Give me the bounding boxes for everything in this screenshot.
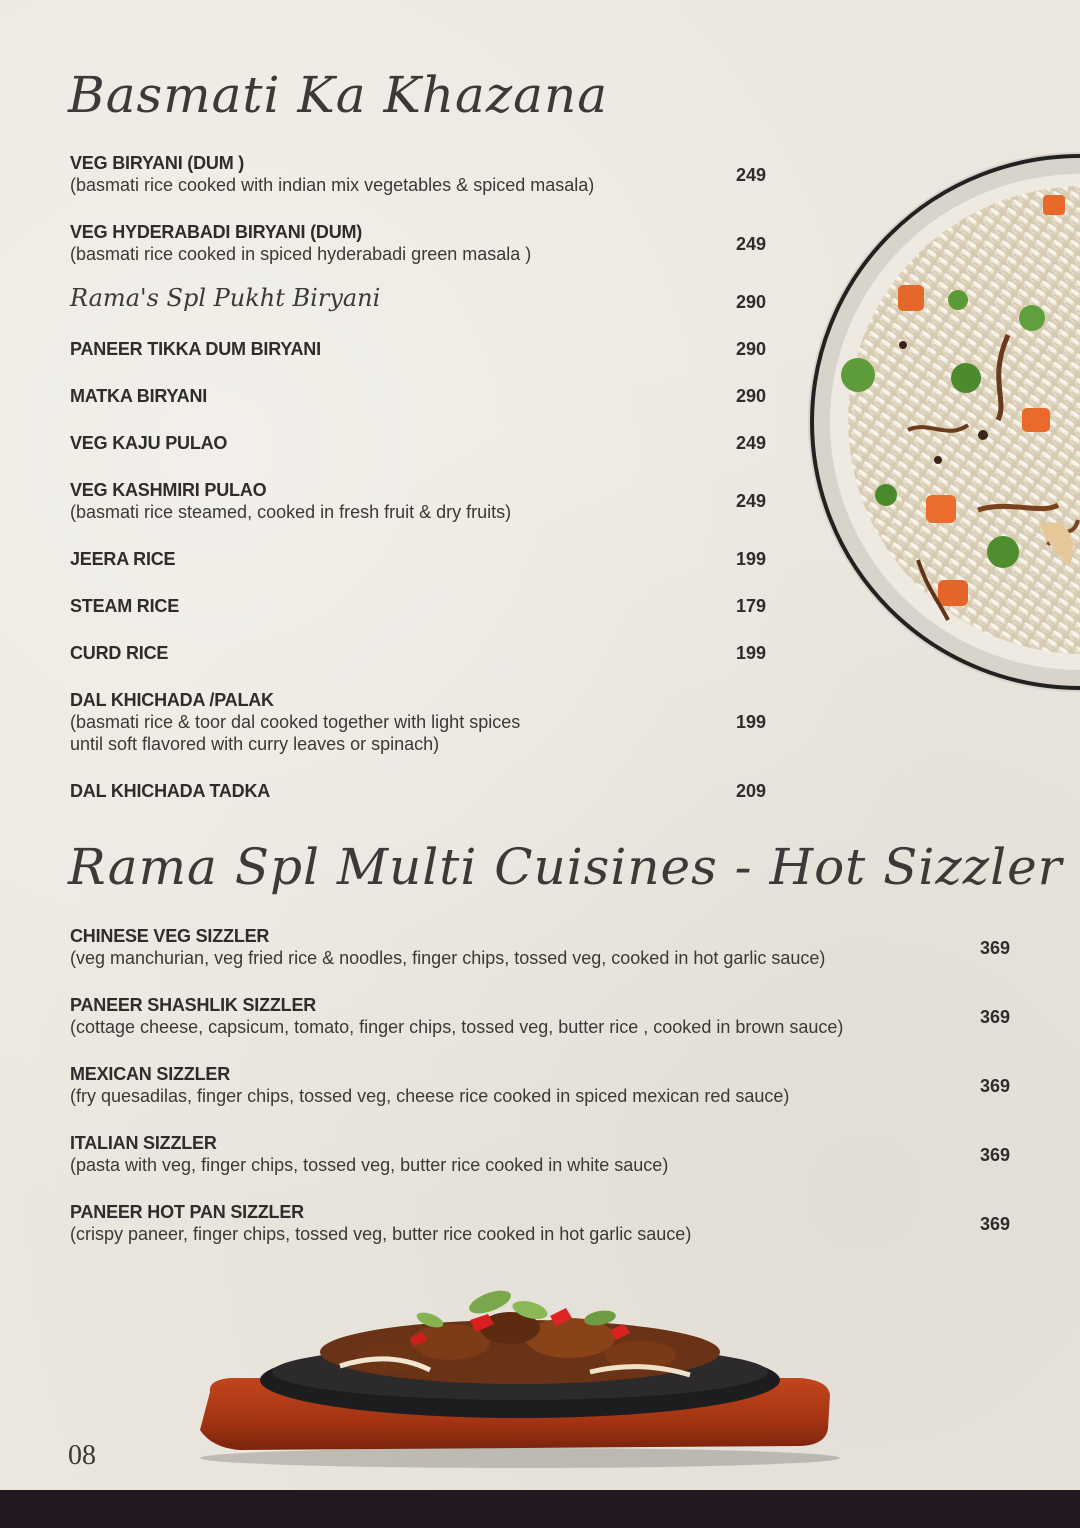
- item-name: Rama's Spl Pukht Biryani: [70, 284, 381, 312]
- item-price: 290: [735, 292, 766, 312]
- item-price: 179: [735, 596, 766, 616]
- item-price: 249: [735, 165, 766, 185]
- item-price: 249: [735, 491, 766, 511]
- item-description: (pasta with veg, finger chips, tossed veg, butter rice cooked in white sauce): [70, 1155, 669, 1175]
- menu-item-pukht-biryani: [70, 284, 380, 312]
- item-name: MEXICAN SIZZLER: [70, 1064, 231, 1084]
- item-name: JEERA RICE: [70, 549, 176, 569]
- item-name: VEG KAJU PULAO: [70, 433, 228, 453]
- menu-item-chinese-veg-sizzler: [70, 925, 825, 969]
- menu-item-dal-khichada-tadka: [70, 780, 270, 802]
- item-description: (basmati rice cooked in spiced hyderabadi green masala ): [70, 244, 532, 264]
- item-price: 199: [735, 712, 766, 732]
- sizzler-plate-image: [190, 1280, 850, 1470]
- item-name: ITALIAN SIZZLER: [70, 1133, 217, 1153]
- menu-item-jeera-rice: [70, 548, 175, 570]
- rice-plate-image: [808, 150, 1080, 695]
- menu-item-dal-khichada-palak: [70, 689, 520, 755]
- item-price: 199: [735, 643, 766, 663]
- item-description: (fry quesadilas, finger chips, tossed veg, cheese rice cooked in spiced mexican red sauce): [70, 1086, 790, 1106]
- item-name: VEG HYDERABADI BIRYANI (DUM): [70, 222, 363, 242]
- menu-item-veg-hyderabadi-biryani: [70, 221, 531, 265]
- item-name: PANEER HOT PAN SIZZLER: [70, 1202, 304, 1222]
- menu-item-paneer-shashlik-sizzler: [70, 994, 843, 1038]
- section-title-sizzler: Rama Spl Multi Cuisines - Hot Sizzler: [68, 838, 1063, 896]
- menu-item-italian-sizzler: [70, 1132, 668, 1176]
- menu-item-paneer-hot-pan-sizzler: [70, 1201, 691, 1245]
- item-description: (cottage cheese, capsicum, tomato, finger chips, tossed veg, butter rice , cooked in brown sauce): [70, 1017, 844, 1037]
- item-price: 369: [979, 938, 1010, 958]
- menu-item-steam-rice: [70, 595, 179, 617]
- item-name: PANEER SHASHLIK SIZZLER: [70, 995, 317, 1015]
- item-price: 249: [735, 433, 766, 453]
- item-name: CHINESE VEG SIZZLER: [70, 926, 270, 946]
- item-price: 290: [735, 386, 766, 406]
- item-name: PANEER TIKKA DUM BIRYANI: [70, 339, 321, 359]
- item-name: MATKA BIRYANI: [70, 386, 208, 406]
- item-price: 369: [979, 1076, 1010, 1096]
- item-price: 369: [979, 1214, 1010, 1234]
- item-description-line2: until soft flavored with curry leaves or spinach): [70, 734, 440, 754]
- item-name: DAL KHICHADA /PALAK: [70, 690, 274, 710]
- item-description: (basmati rice cooked with indian mix vegetables & spiced masala): [70, 175, 595, 195]
- item-description: (crispy paneer, finger chips, tossed veg, butter rice cooked in hot garlic sauce): [70, 1224, 692, 1244]
- menu-item-curd-rice: [70, 642, 168, 664]
- item-description: (veg manchurian, veg fried rice & noodles, finger chips, tossed veg, cooked in hot garlic sauce): [70, 948, 826, 968]
- item-price: 209: [735, 781, 766, 801]
- section-title-basmati: Basmati Ka Khazana: [68, 66, 608, 124]
- item-name: STEAM RICE: [70, 596, 180, 616]
- item-price: 249: [735, 234, 766, 254]
- item-description: (basmati rice steamed, cooked in fresh fruit & dry fruits): [70, 502, 512, 522]
- menu-item-veg-biryani: [70, 152, 594, 196]
- item-name: VEG BIRYANI (DUM ): [70, 153, 245, 173]
- menu-item-paneer-tikka-dum-biryani: [70, 338, 321, 360]
- menu-item-veg-kaju-pulao: [70, 432, 227, 454]
- menu-item-matka-biryani: [70, 385, 207, 407]
- item-price: 369: [979, 1007, 1010, 1027]
- item-price: 199: [735, 549, 766, 569]
- item-name: CURD RICE: [70, 643, 169, 663]
- footer-bar: [0, 1490, 1080, 1528]
- item-name: DAL KHICHADA TADKA: [70, 781, 271, 801]
- item-price: 290: [735, 339, 766, 359]
- item-price: 369: [979, 1145, 1010, 1165]
- page-number: 08: [68, 1440, 96, 1471]
- item-description: (basmati rice & toor dal cooked together with light spices: [70, 712, 521, 732]
- item-name: VEG KASHMIRI PULAO: [70, 480, 267, 500]
- menu-item-mexican-sizzler: [70, 1063, 789, 1107]
- menu-item-veg-kashmiri-pulao: [70, 479, 511, 523]
